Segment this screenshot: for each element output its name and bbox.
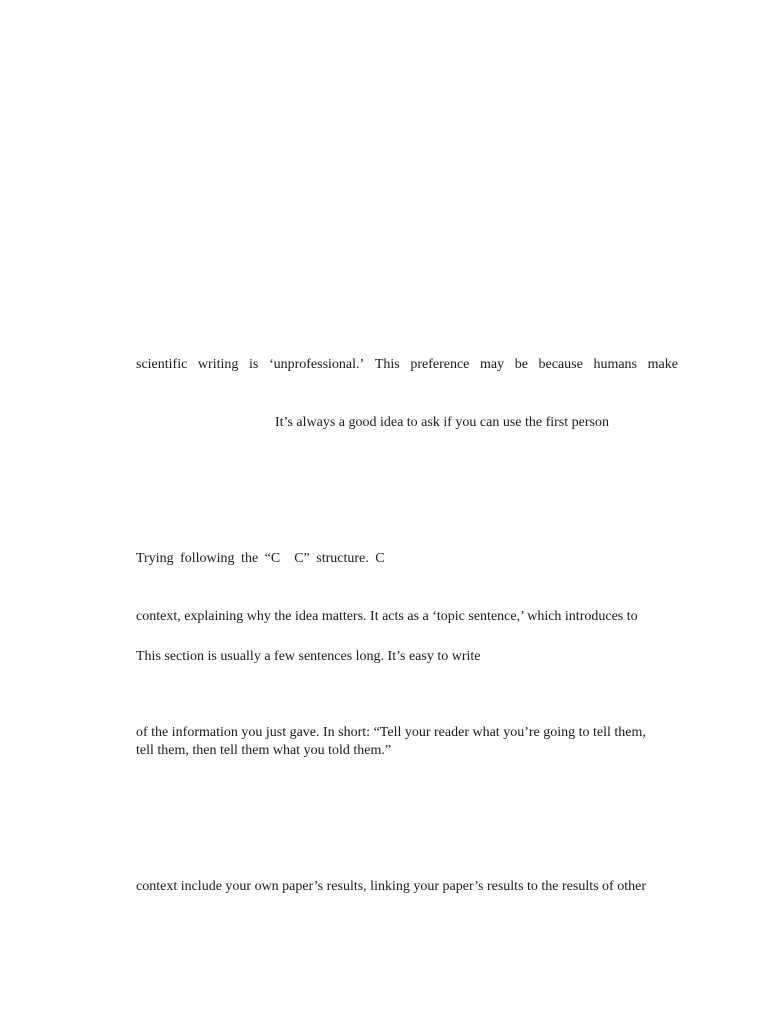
- word: because: [538, 357, 583, 372]
- word: This: [374, 357, 400, 372]
- text-line-structure: [136, 550, 385, 568]
- text-line-first-person: It’s always a good idea to ask if you can use the first person: [275, 415, 609, 430]
- text-line-scientific-writing: [136, 356, 678, 374]
- text-line-information-summary: of the information you just gave. In short: “Tell your reader what you’re going to tell them,: [136, 725, 646, 740]
- word: may: [479, 357, 505, 372]
- text-line-context-explaining: context, explaining why the idea matters. It acts as a ‘topic sentence,’ which introduces to: [136, 609, 638, 624]
- word: writing: [197, 357, 239, 372]
- word: scientific: [136, 357, 188, 372]
- word: is: [248, 357, 259, 372]
- word: humans: [593, 357, 638, 372]
- text-line-tell-them: tell them, then tell them what you told them.”: [136, 743, 392, 758]
- structure-phrase-start: Trying following the “C: [136, 551, 281, 566]
- text-line-section-length: This section is usually a few sentences long. It’s easy to write: [136, 649, 481, 664]
- structure-phrase-end: C” structure. C: [294, 551, 385, 566]
- word: make: [647, 357, 678, 372]
- word: ‘unprofessional.’: [268, 357, 365, 372]
- text-line-context-results: context include your own paper’s results, linking your paper’s results to the results of other: [136, 879, 646, 894]
- word: be: [514, 357, 528, 372]
- word: preference: [410, 357, 470, 372]
